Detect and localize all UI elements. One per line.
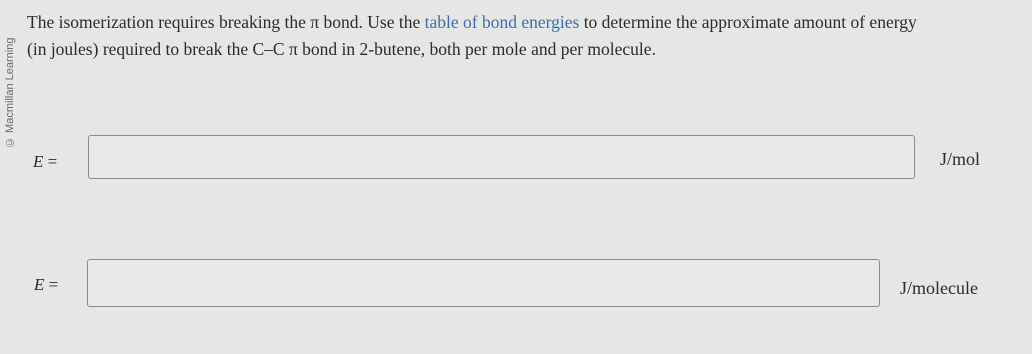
energy-per-mole-input[interactable] [88,135,915,179]
question-line-2: (in joules) required to break the C–C π bond in 2-butene, both per mole and per molecule. [27,39,656,59]
unit-j-per-mol: J/mol [940,149,981,169]
question-line-1-end: to determine the approximate amount of energy [579,12,917,32]
energy-variable: E [33,152,44,171]
equals-sign: = [44,275,59,294]
question-text [27,9,1017,63]
equals-sign: = [43,152,58,171]
energy-per-molecule-label [34,275,58,295]
question-line-1 [27,9,1017,36]
copyright-watermark: © Macmillan Learning [4,37,16,148]
bond-energies-table-link[interactable]: table of bond energies [424,12,580,32]
energy-variable: E [34,275,45,294]
question-line-1-start: The isomerization requires breaking the π bond. Use the [27,12,425,32]
energy-per-mole-label [33,152,57,172]
energy-per-molecule-input[interactable] [87,259,880,307]
unit-j-per-molecule: J/molecule [900,278,978,298]
